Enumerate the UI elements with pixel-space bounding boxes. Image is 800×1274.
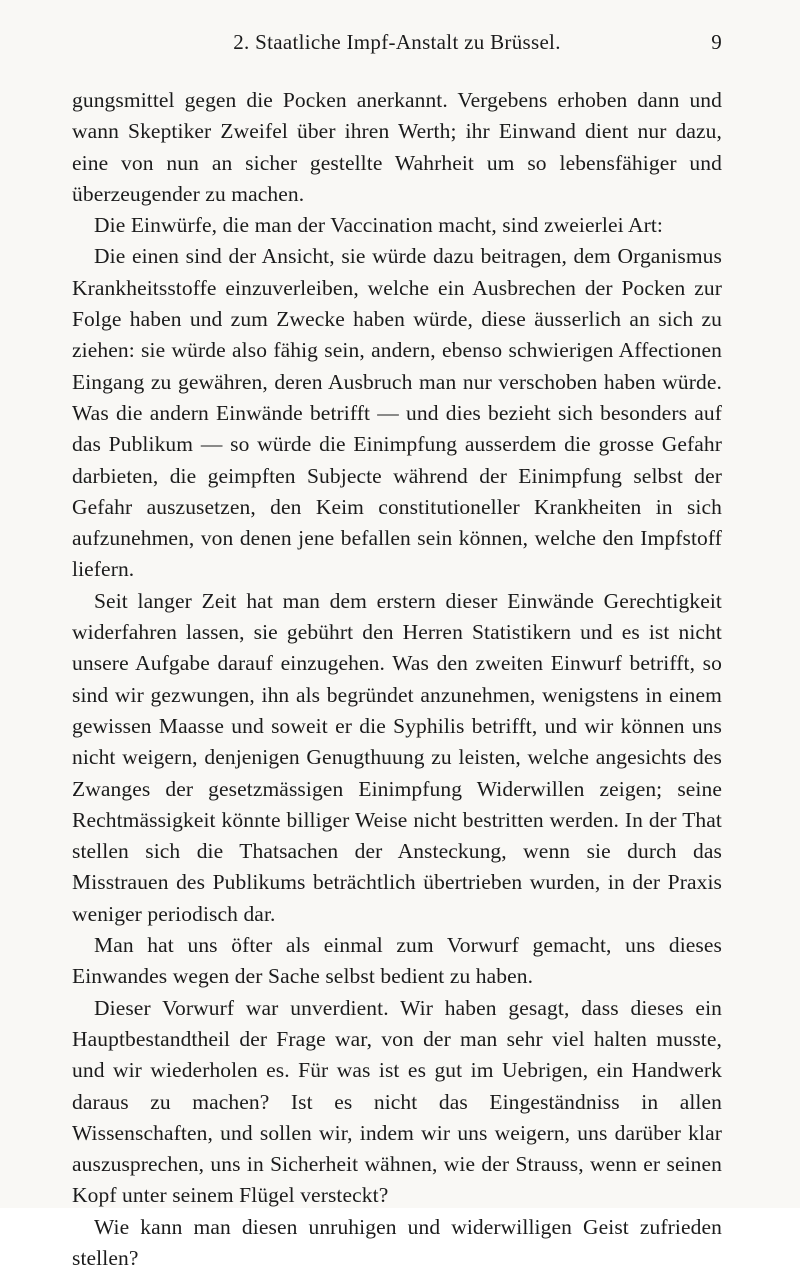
- paragraph-3: Die einen sind der Ansicht, sie würde dazu beitragen, dem Organismus Krankheitsstoffe einzuverleiben, welche ein Ausbrechen der Pocken zur Folge haben und zum Zwecke haben würde, diese äusserlich an sich zu ziehen: sie würde also fähig sein, andern, ebenso schwierigen Affectionen Eingang zu gewähren, deren Ausbruch man nur verschoben haben würde. Was die andern Einwände betrifft — und dies bezieht sich besonders auf das Publikum — so würde die Einimpfung ausserdem die grosse Gefahr darbieten, die geimpften Subjecte während der Einimpfung selbst der Gefahr auszusetzen, den Keim constitutioneller Krankheiten in sich aufzunehmen, von denen jene befallen sein können, welche den Impfstoff liefern.: [72, 244, 722, 582]
- paragraph-7: Wie kann man diesen unruhigen und widerwilligen Geist zufrieden stellen?: [72, 1214, 722, 1270]
- body-text: [72, 85, 722, 1274]
- paragraph-2: Die Einwürfe, die man der Vaccination macht, sind zweierlei Art:: [94, 213, 663, 238]
- running-header: [72, 30, 722, 60]
- paragraph-5: Man hat uns öfter als einmal zum Vorwurf gemacht, uns dieses Einwandes wegen der Sache selbst bedient zu haben.: [72, 933, 722, 989]
- paragraph-4: Seit langer Zeit hat man dem erstern dieser Einwände Gerechtigkeit widerfahren lassen, sie gebührt den Herren Statistikern und es ist nicht unsere Aufgabe darauf einzugehen. Was den zweiten Einwurf betrifft, so sind wir gezwungen, ihn als begründet anzunehmen, wenigstens in einem gewissen Maasse und soweit er die Syphilis betrifft, und wir können uns nicht weigern, denjenigen Genugthuung zu leisten, welche angesichts des Zwanges der gesetzmässigen Einimpfung Widerwillen zeigen; seine Rechtmässigkeit könnte billiger Weise nicht bestritten werden. In der That stellen sich die Thatsachen der Ansteckung, wenn sie durch das Misstrauen des Publikums beträchtlich übertrieben wurden, in der Praxis weniger periodisch dar.: [72, 588, 722, 926]
- paragraph-1: gungsmittel gegen die Pocken anerkannt. Vergebens erhoben dann und wann Skeptiker Zweifel über ihren Werth; ihr Einwand dient nur dazu, eine von nun an sicher gestellte Wahrheit um so lebensfähiger und überzeugender zu machen.: [72, 88, 722, 206]
- paragraph-6: Dieser Vorwurf war unverdient. Wir haben gesagt, dass dieses ein Hauptbestandtheil der Frage war, von der man sehr viel halten musste, und wir wiederholen es. Für was ist es gut im Uebrigen, ein Handwerk daraus zu machen? Ist es nicht das Eingeständniss in allen Wissenschaften, und sollen wir, indem wir uns weigern, uns darüber klar auszusprechen, uns in Sicherheit wähnen, wie der Strauss, wenn er seinen Kopf unter seinem Flügel versteckt?: [72, 995, 722, 1208]
- page-number: 9: [711, 30, 722, 54]
- running-title: 2. Staatliche Impf-Anstalt zu Brüssel.: [233, 30, 561, 54]
- book-page: [72, 30, 722, 1274]
